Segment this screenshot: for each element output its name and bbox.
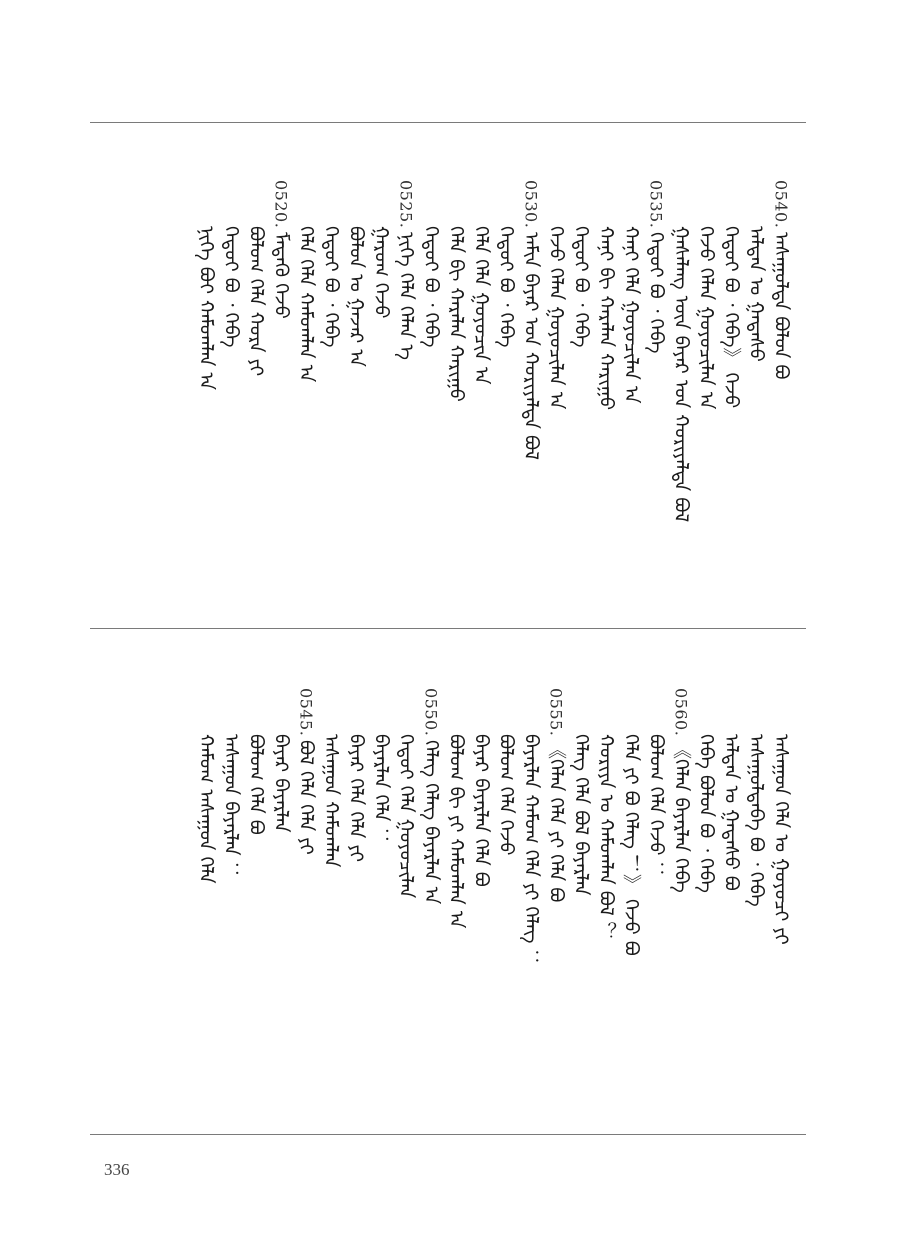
verse-text: ᠬᠡᠳᠦᠢ ᠪᠤ ᠂ ᠭᠡᠪᠡ bbox=[320, 226, 342, 348]
verse-number: 0540. bbox=[771, 180, 791, 229]
verse-text: ᠨᠢᠭᠡ ᠬᠡᠯᠡ ᠬᠡᠯᠡᠨ ᠡ bbox=[395, 232, 417, 361]
verse-text: ᠠᠰᠠᠭᠤᠯᠲᠠᠪᠠ ᠪᠤ ᠂ ᠭᠡᠪᠡ bbox=[745, 734, 767, 907]
verse-text: ᠪᠤᠯᠤᠭ ᠬᠡᠯᠡ ᠬᠤᠷᠠ ᠶᠢ bbox=[245, 226, 267, 377]
verse-text: ᠬᠡᠳᠦᠢ ᠪᠤ ᠂ ᠭᠡᠪᠡ bbox=[570, 226, 592, 348]
verse-text: ᠭᠠᠰᠠᠯᠠᠩ ᠦᠨ ᠪᠠᠶᠠᠷ ᠤᠨ ᠬᠤᠷᠢᠶᠠᠯᠲᠠ ᠪᠣᠯ bbox=[670, 226, 692, 523]
bottom-rule bbox=[90, 1134, 806, 1135]
verse-number: 0545. bbox=[296, 688, 316, 737]
verse-text: ᠪᠤᠯᠤᠭ ᠬᠡᠯᠡ ᠭᠡᠵᠦ bbox=[495, 734, 517, 856]
verse-text: ᠠᠰᠠᠭᠤᠨ ᠬᠠᠮᠤᠭᠯᠠᠨ bbox=[320, 734, 342, 868]
verse-text: ᠬᠡᠳᠦᠢ ᠪᠤ ᠂ ᠭᠡᠪᠡ bbox=[495, 226, 517, 348]
verse-text: ᠠᠯᠲᠠᠨ ᠤ ᠭᠠᠳᠠᠰᠤ bbox=[745, 226, 767, 362]
verse-text: ᠬᠡᠳᠦᠢ ᠪᠤ ᠂ ᠭᠡᠪᠡ bbox=[645, 232, 667, 354]
verse-text: ᠮᠡᠳᠡᠬᠦ ᠭᠡᠵᠦ bbox=[270, 232, 292, 320]
verse-text: ᠪᠠᠶᠠᠷᠯᠠᠨ ᠬᠠᠮᠤᠭ ᠬᠡᠯᠡ ᠶᠢ ᠬᠡᠯᠡᠭ ： bbox=[520, 734, 542, 969]
verse-number: 0520. bbox=[271, 180, 291, 229]
verse-text: ᠬᠡᠯᠡ ᠬᠡᠯᠡ ᠭᠤᠶᠤᠴᠢᠨ ᠠ bbox=[470, 226, 492, 385]
verse-text: ᠬᠡᠯᠡ ᠶᠢ ᠪᠤ ᠬᠡᠯᠡᠭ ！》 ᠭᠡᠵᠦ ᠪᠣ bbox=[620, 734, 642, 956]
verse-text: ᠬᠡᠯᠡ ᠪᠢ ᠬᠠᠷᠠᠯᠠᠨ ᠬᠠᠷᠢᠭᠤ bbox=[445, 226, 467, 402]
verse-number: 0530. bbox=[521, 180, 541, 229]
verse-text: ᠨᠢᠭᠡ ᠪᠤᠢ ᠬᠠᠮᠤᠭᠯᠠᠨ ᠠ bbox=[195, 226, 217, 391]
verse-text: ᠪᠤᠯᠤᠭ ᠬᠡᠯᠡ ᠪᠣ bbox=[245, 734, 267, 835]
verse-number: 0525. bbox=[396, 180, 416, 229]
verse-text: ᠭᠠᠷᠤᠭ ᠭᠡᠵᠦ bbox=[370, 226, 392, 319]
verse-text: ᠬᠡᠯᠡ ᠬᠡᠯᠡ ᠬᠠᠮᠤᠭᠯᠠᠨ ᠠ bbox=[295, 226, 317, 383]
page-number: 336 bbox=[104, 1160, 130, 1179]
verse-line bbox=[191, 180, 221, 390]
verse-text: ᠪᠠᠶᠠᠷ ᠪᠠᠶᠠᠷᠯᠠᠨ bbox=[270, 734, 292, 833]
verse-text: ᠠᠯᠲᠠᠨ ᠤ ᠭᠠᠳᠠᠰᠤ ᠪᠣ bbox=[720, 734, 742, 891]
verse-line bbox=[191, 688, 221, 884]
verse-text: ᠬᠡᠵᠦ ᠬᠡᠯᠡᠨ ᠭᠤᠶᠤᠴᠢᠯᠠᠨ ᠠ bbox=[545, 226, 567, 410]
verse-text: ᠬᠡᠳᠦᠢ ᠪᠤ ᠂ ᠭᠡᠪᠡ》 ᠭᠡᠵᠦ bbox=[720, 226, 742, 409]
verse-text: ᠠᠰᠠᠭᠤᠨ ᠪᠠᠶᠠᠷᠯᠠᠨ ： bbox=[220, 734, 242, 881]
verse-text: ᠬᠡᠪᠡ ᠪᠣᠯᠤᠨ ᠪᠤ ᠂ ᠭᠡᠪᠡ bbox=[695, 734, 717, 893]
verse-number: 0555. bbox=[546, 688, 566, 737]
verse-text: ᠬᠡᠳᠦᠢ ᠬᠡᠯᠡ ᠭᠤᠶᠤᠴᠢᠯᠠᠨ bbox=[395, 734, 417, 899]
verse-number: 0560. bbox=[671, 688, 691, 737]
verse-block-top bbox=[90, 180, 806, 610]
verse-text: ᠬᠡᠯᠡᠭ ᠬᠡᠯᠡᠭ ᠪᠠᠶᠠᠷᠯᠠᠨ ᠠ bbox=[420, 740, 442, 905]
verse-text: ᠬᠠᠨᠢ ᠪᠢ ᠬᠠᠷᠠᠯᠠᠨ ᠬᠠᠷᠢᠭᠤ bbox=[595, 226, 617, 411]
verse-text: ᠬᠡᠳᠦᠢ ᠪᠤ ᠂ ᠭᠡᠪᠡ bbox=[220, 226, 242, 348]
verse-number: 0550. bbox=[421, 688, 441, 737]
verse-text: ᠪᠤᠯᠤᠨ ᠤ ᠭᠠᠵᠠᠷ ᠠ bbox=[345, 226, 367, 367]
verse-text: ᠬᠤᠷᠢᠶᠠ ᠤ ᠬᠠᠮᠤᠭᠯᠠᠨ ᠪᠣᠯ ？ bbox=[595, 734, 617, 941]
middle-rule bbox=[90, 628, 806, 629]
verse-text: ᠠᠰᠠᠭᠤᠯᠲᠠ ᠪᠣᠯᠤᠨ ᠪᠣ bbox=[770, 232, 792, 380]
verse-text: ᠬᠡᠯᠡᠭ ᠬᠡᠯᠡ ᠪᠣᠯ ᠪᠠᠶᠠᠷᠯᠠᠨ bbox=[570, 734, 592, 896]
verse-block-bottom bbox=[90, 688, 806, 1118]
verse-text: ᠪᠤᠯᠤᠭ ᠪᠢ ᠶᠢ ᠬᠠᠮᠤᠭᠯᠠᠨ ᠠ bbox=[445, 734, 467, 929]
verse-text: ᠪᠤᠯ ᠬᠡᠯᠡ ᠬᠡᠯᠡ ᠶᠢ bbox=[295, 740, 317, 856]
verse-text: ᠪᠠᠶᠠᠷ ᠬᠡᠯᠡ ᠬᠡᠯᠡ ᠶᠢ bbox=[345, 734, 367, 862]
verse-text: ᠪᠤᠯᠤᠭ ᠬᠡᠯᠡ ᠭᠡᠵᠦ ： bbox=[645, 734, 667, 881]
verse-text: ᠬᠠᠮᠤᠭ ᠠᠰᠠᠭᠤᠨ ᠬᠡᠯᠡ bbox=[195, 734, 217, 884]
verse-text: ᠪᠠᠶᠠᠷ ᠪᠠᠶᠠᠷᠯᠠᠨ ᠬᠡᠯᠡ ᠪᠣ bbox=[470, 734, 492, 887]
verse-text: 《ᠬᠡᠯᠡᠨ ᠪᠠᠶᠠᠷᠯᠠᠨ ᠭᠡᠪᠡ bbox=[670, 740, 692, 894]
top-rule bbox=[90, 122, 806, 123]
verse-text: ᠬᠠᠨᠢ ᠬᠡᠯᠡ ᠭᠤᠶᠤᠴᠢᠯᠠᠨ ᠠ bbox=[620, 226, 642, 404]
verse-text: ᠠᠰᠠᠭᠤᠨ ᠬᠡᠯᠡ ᠤ ᠭᠤᠶᠤᠴᠢ ᠶᠢ bbox=[770, 734, 792, 945]
verse-text: ᠠᠮᠢᠨ ᠪᠠᠶᠠᠷ ᠤᠨ ᠬᠤᠷᠢᠶᠠᠯᠲᠠ ᠪᠣᠯ bbox=[520, 232, 542, 461]
verse-text: ᠬᠡᠳᠦᠢ ᠪᠤ ᠂ ᠭᠡᠪᠡ bbox=[420, 226, 442, 348]
verse-number: 0535. bbox=[646, 180, 666, 229]
verse-text: ᠪᠠᠶᠠᠷᠯᠠᠨ ᠬᠡᠯᠡ ： bbox=[370, 734, 392, 847]
verse-text: 《ᠬᠡᠯᠡᠨ ᠬᠡᠯᠡ ᠶᠢ ᠬᠡᠯᠡ ᠪᠣ bbox=[545, 740, 567, 903]
verse-text: ᠬᠡᠵᠦ ᠬᠡᠯᠡᠨ ᠭᠤᠶᠤᠴᠢᠯᠠᠨ ᠠ bbox=[695, 226, 717, 410]
